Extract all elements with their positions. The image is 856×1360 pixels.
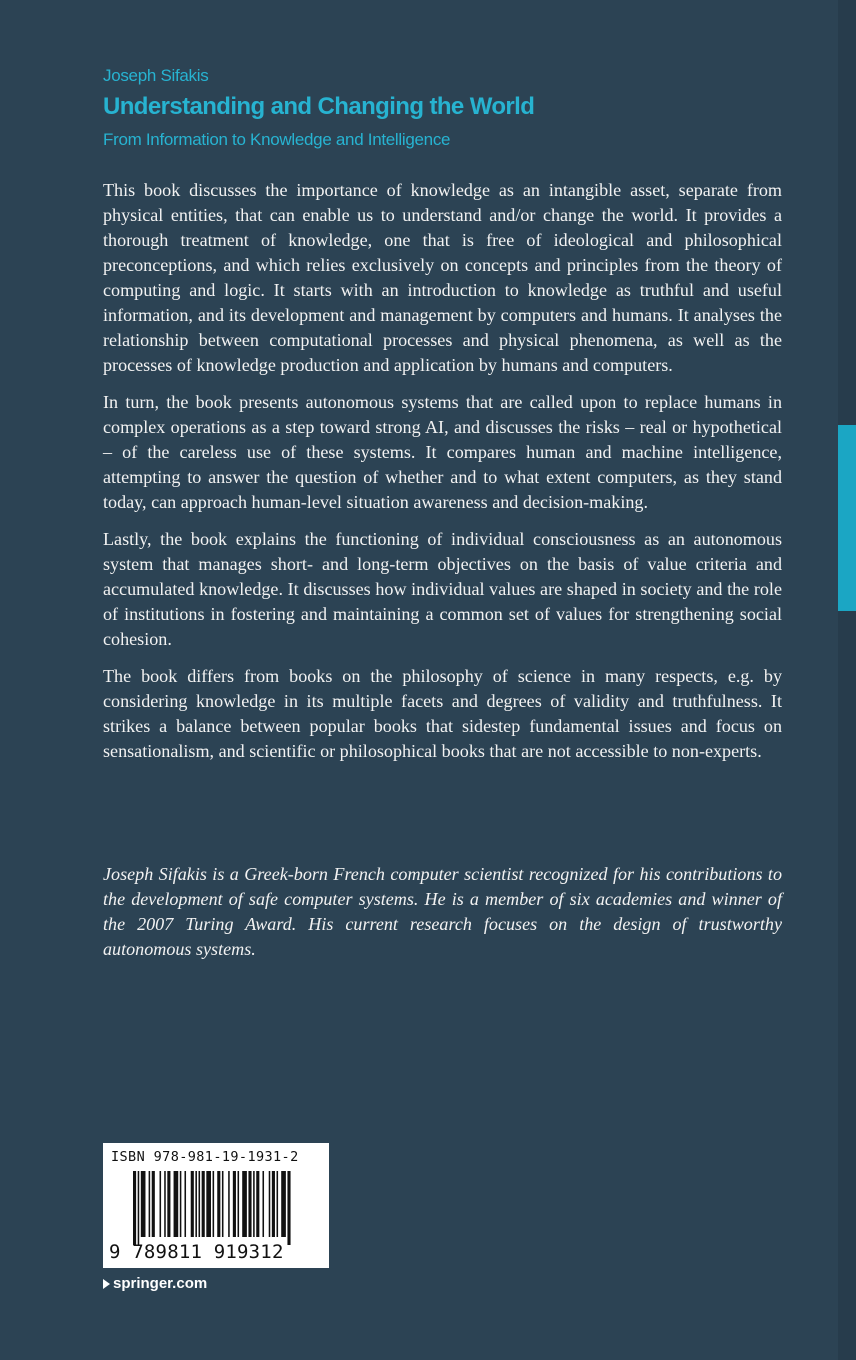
barcode-bar	[167, 1171, 170, 1237]
barcode-bar	[238, 1171, 240, 1237]
barcode-bar	[287, 1171, 290, 1245]
barcode-bar	[253, 1171, 255, 1237]
barcode-bar	[152, 1171, 155, 1237]
website-label: springer.com	[113, 1275, 208, 1292]
barcode-bar	[160, 1171, 162, 1237]
barcode-bar	[262, 1171, 264, 1237]
barcode-bar	[184, 1171, 186, 1237]
blurb-paragraph: The book differs from books on the philosophy of science in many respects, e.g. by considering knowledge in its multiple facets and degrees of validity and truthfulness. It strikes a balance between popular books that sidestep fundamental issues and focus on sensationalism, and scientific or philosophical books that are not accessible to non-experts.	[103, 666, 782, 761]
blurb-paragraph: This book discusses the importance of knowledge as an intangible asset, separate from physical entities, that can enable us to understand and/or change the world. It provides a thorough treatment of knowledge, one that is free of ideological and philosophical preconceptions, and which relies exclusively on concepts and principles from the theory of computing and logic. It starts with an introduction to knowledge as truthful and useful information, and its development and management by computers and humans. It analyses the relationship between computational processes and physical phenomena, as well as the processes of knowledge production and application by humans and computers.	[103, 180, 782, 375]
blurb-paragraph: Lastly, the book explains the functioning of individual consciousness as an autonomous system that manages short- and long-term objectives on the basis of value criteria and accumulated knowledge. It discusses how individual values are shaped in society and the role of institutions in fostering and maintaining a common set of values for strengthening social cohesion.	[103, 529, 782, 649]
book-title: Understanding and Changing the World	[103, 93, 535, 120]
barcode-bar	[269, 1171, 271, 1237]
barcode-bar	[149, 1171, 151, 1237]
barcode-bar	[217, 1171, 220, 1237]
author-name: Joseph Sifakis	[103, 66, 209, 85]
barcode-bar	[141, 1171, 146, 1237]
barcode-bar	[206, 1171, 211, 1237]
spine-edge	[838, 0, 856, 1360]
barcode-bar	[277, 1171, 279, 1237]
barcode-bar	[202, 1171, 205, 1237]
barcode-bar	[180, 1171, 182, 1237]
arrow-right-icon	[103, 1279, 110, 1289]
barcode-bar	[174, 1171, 179, 1237]
barcode-bar	[248, 1171, 251, 1237]
barcode-bar	[242, 1171, 247, 1237]
barcode-bar	[164, 1171, 166, 1237]
barcode-bar	[228, 1171, 230, 1237]
barcode-bar	[195, 1171, 197, 1237]
barcode-bar	[133, 1171, 136, 1245]
barcode-digits: 9 789811 919312	[109, 1241, 284, 1263]
blurb-paragraph: In turn, the book presents autonomous systems that are called upon to replace humans in complex operations as a step toward strong AI, and discusses the risks – real or hypothetical – of the careless use of these systems. It compares human and machine intelligence, attempting to answer the question of whether and to what extent computers, as they stand today, can approach human-level situation awareness and decision-making.	[103, 392, 782, 512]
barcode-bar	[233, 1171, 236, 1237]
barcode-bar	[281, 1171, 286, 1237]
isbn-label: ISBN 978-981-19-1931-2	[111, 1149, 299, 1165]
barcode-bar	[199, 1171, 201, 1237]
barcode-bar	[256, 1171, 259, 1237]
isbn-barcode	[103, 1143, 329, 1268]
website-link[interactable]	[103, 1274, 207, 1294]
barcode-bar	[222, 1171, 224, 1237]
barcode-bar	[138, 1171, 140, 1245]
barcode-bar	[272, 1171, 275, 1237]
barcode-bar	[213, 1171, 215, 1237]
author-bio: Joseph Sifakis is a Greek-born French computer scientist recognized for his contributions to the development of safe computer systems. He is a member of six academies and winner of the 2007 Turing Award. His current research focuses on the design of trustworthy autonomous systems.	[103, 864, 782, 959]
blurb	[103, 178, 782, 776]
barcode-bar	[191, 1171, 194, 1237]
book-subtitle: From Information to Knowledge and Intelligence	[103, 130, 451, 149]
cover-header	[103, 64, 803, 153]
accent-bar	[838, 425, 856, 611]
